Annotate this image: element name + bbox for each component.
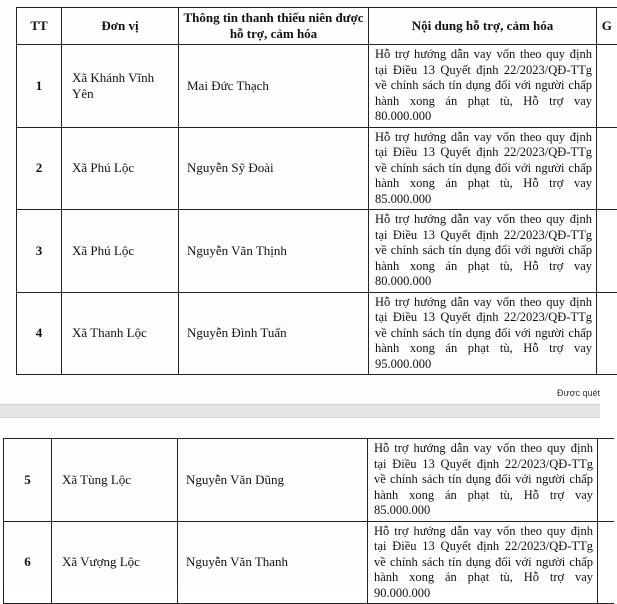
support-table-continued [3,438,614,604]
table-row [17,45,617,128]
support-table [16,7,617,375]
row-extra [598,521,614,604]
row-tt: 2 [17,127,62,210]
row-name: Nguyễn Văn Thịnh [179,210,369,293]
row-content: Hỗ trợ hướng dẫn vay vốn theo quy định tại Điều 13 Quyết định 22/2023/QĐ-TTg về chính sách tín dụng đối với người chấp hành xong án phạt tù, Hỗ trợ vay 80.000.000 [369,210,597,293]
row-content: Hỗ trợ hướng dẫn vay vốn theo quy định tại Điều 13 Quyết định 22/2023/QĐ-TTg về chính sách tín dụng đối với người chấp hành xong án phạt tù, Hỗ trợ vay 85.000.000 [368,439,598,522]
row-name: Mai Đức Thạch [179,45,369,128]
row-tt: 6 [4,521,52,604]
row-extra [597,127,617,210]
row-tt: 1 [17,45,62,128]
row-tt: 4 [17,292,62,375]
table-header-row [17,8,617,45]
row-content: Hỗ trợ hướng dẫn vay vốn theo quy định tại Điều 13 Quyết định 22/2023/QĐ-TTg về chính sách tín dụng đối với người chấp hành xong án phạt tù, Hỗ trợ vay 95.000.000 [369,292,597,375]
row-extra [597,292,617,375]
table-row [17,210,617,293]
header-youth-info: Thông tin thanh thiếu niên được hỗ trợ, cảm hóa [179,8,369,45]
scan-footer-note: Được quét [557,388,600,398]
header-extra: G [597,8,617,45]
row-unit: Xã Thanh Lộc [62,292,179,375]
row-tt: 5 [4,439,52,522]
row-content: Hỗ trợ hướng dẫn vay vốn theo quy định tại Điều 13 Quyết định 22/2023/QĐ-TTg về chính sách tín dụng đối với người chấp hành xong án phạt tù, Hỗ trợ vay 90.000.000 [368,521,598,604]
table-row [17,292,617,375]
row-name: Nguyễn Văn Dũng [178,439,368,522]
table-row [4,439,614,522]
row-tt: 3 [17,210,62,293]
row-unit: Xã Tùng Lộc [52,439,178,522]
row-unit: Xã Khánh Vĩnh Yên [62,45,179,128]
row-name: Nguyễn Sỹ Đoài [179,127,369,210]
header-support-content: Nội dung hỗ trợ, cảm hóa [369,8,597,45]
row-extra [597,45,617,128]
table-row [4,521,614,604]
row-content: Hỗ trợ hướng dẫn vay vốn theo quy định tại Điều 13 Quyết định 22/2023/QĐ-TTg về chính sách tín dụng đối với người chấp hành xong án phạt tù, Hỗ trợ vay 80.000.000 [369,45,597,128]
row-content: Hỗ trợ hướng dẫn vay vốn theo quy định tại Điều 13 Quyết định 22/2023/QĐ-TTg về chính sách tín dụng đối với người chấp hành xong án phạt tù, Hỗ trợ vay 85.000.000 [369,127,597,210]
row-name: Nguyễn Đình Tuấn [179,292,369,375]
row-unit: Xã Phú Lộc [62,127,179,210]
header-tt: TT [17,8,62,45]
row-name: Nguyễn Văn Thanh [178,521,368,604]
table-row [17,127,617,210]
row-extra [598,439,614,522]
row-unit: Xã Vượng Lộc [52,521,178,604]
row-extra [597,210,617,293]
header-unit: Đơn vị [62,8,179,45]
row-unit: Xã Phú Lộc [62,210,179,293]
page-separator [0,404,600,418]
document-page-2 [0,418,600,600]
